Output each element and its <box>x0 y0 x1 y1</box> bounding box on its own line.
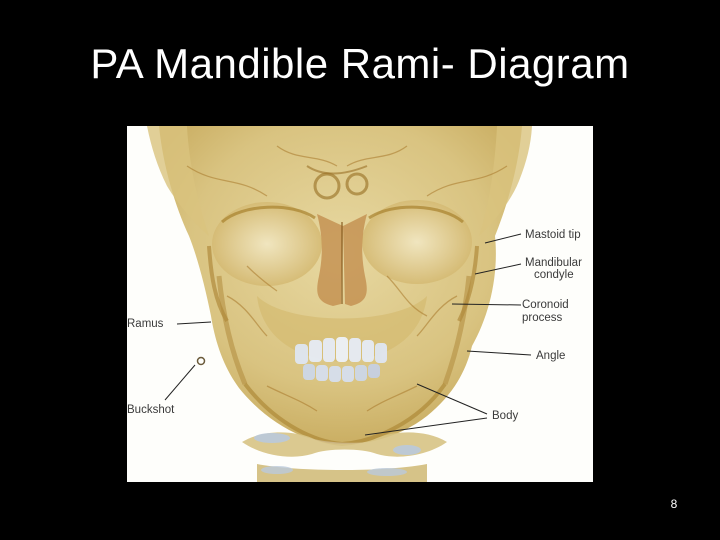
label-ramus: Ramus <box>127 318 164 330</box>
page-number: 8 <box>670 497 678 511</box>
buckshot-pellet <box>198 358 205 365</box>
label-coronoid-line1: Coronoid <box>522 299 569 311</box>
label-coronoid-line2: process <box>522 312 563 324</box>
slide-title: PA Mandible Rami- Diagram <box>90 40 630 87</box>
skull-pa-diagram <box>127 126 593 482</box>
label-buckshot: Buckshot <box>127 404 175 416</box>
label-mandibular-line2: condyle <box>534 269 574 281</box>
label-mastoid-tip: Mastoid tip <box>525 229 581 241</box>
label-body: Body <box>492 410 519 422</box>
label-mandibular-line1: Mandibular <box>525 257 582 269</box>
label-angle: Angle <box>536 350 566 362</box>
